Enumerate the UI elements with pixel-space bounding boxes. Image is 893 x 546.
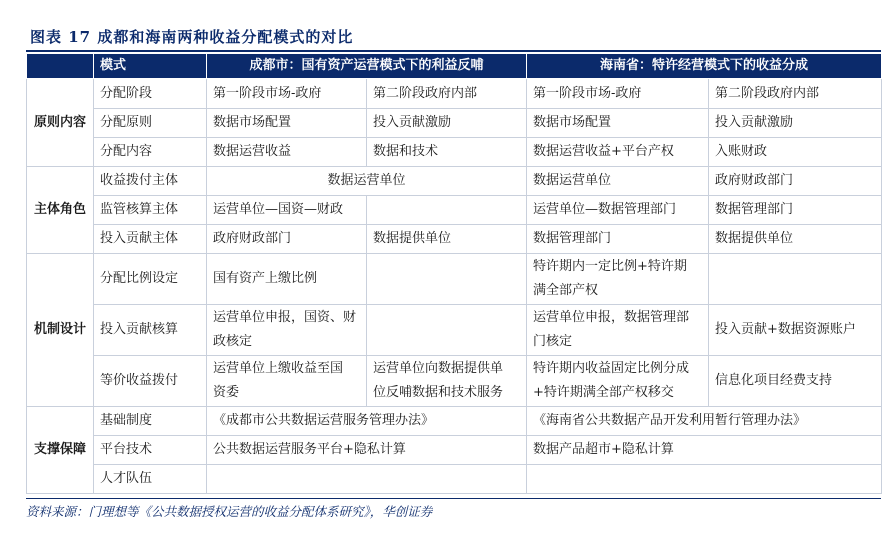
table-cell: 运营单位—国资—财政 — [207, 196, 367, 225]
row-label: 收益拨付主体 — [94, 167, 207, 196]
table-cell: 第二阶段政府内部 — [709, 79, 882, 109]
table-cell: 公共数据运营服务平台+隐私计算 — [207, 436, 527, 465]
table-cell: 数据和技术 — [367, 138, 527, 167]
cell-line: 政核定 — [213, 334, 253, 349]
cell-line: 满全部产权 — [533, 283, 599, 298]
comparison-table — [26, 53, 882, 494]
table-cell — [207, 254, 367, 305]
cell-line: 运营单位申报，数据管理部 — [533, 310, 690, 325]
table-row — [27, 305, 882, 356]
group-label: 支撑保障 — [27, 407, 94, 494]
cell-line: 国有资产上缴比例 — [213, 271, 318, 286]
header-mode: 模式 — [94, 54, 207, 79]
table-cell: 政府财政部门 — [207, 225, 367, 254]
cell-line: 特许期内一定比例+特许期 — [533, 259, 687, 274]
table-cell — [367, 254, 527, 305]
cell-line: 位反哺数据和技术服务 — [373, 385, 504, 400]
table-cell: 数据运营单位 — [527, 167, 709, 196]
table-cell: 数据市场配置 — [207, 109, 367, 138]
group-label: 主体角色 — [27, 167, 94, 254]
table-cell: 数据管理部门 — [527, 225, 709, 254]
cell-line: +特许期满全部产权移交 — [533, 385, 674, 400]
table-row — [27, 167, 882, 196]
group-label: 原则内容 — [27, 79, 94, 167]
row-label: 分配阶段 — [94, 79, 207, 109]
table-cell: 投入贡献+数据资源账户 — [709, 305, 882, 356]
header-chengdu: 成都市：国有资产运营模式下的利益反哺 — [207, 54, 527, 79]
table-row — [27, 79, 882, 109]
row-label: 投入贡献主体 — [94, 225, 207, 254]
table-cell: 第二阶段政府内部 — [367, 79, 527, 109]
cell-line: 运营单位向数据提供单 — [373, 361, 504, 376]
table-row — [27, 254, 882, 305]
table-row — [27, 225, 882, 254]
table-row — [27, 356, 882, 407]
table-row — [27, 138, 882, 167]
table-cell — [527, 254, 709, 305]
table-cell: 数据管理部门 — [709, 196, 882, 225]
row-label: 分配原则 — [94, 109, 207, 138]
table-cell: 运营单位—数据管理部门 — [527, 196, 709, 225]
table-cell: 《海南省公共数据产品开发利用暂行管理办法》 — [527, 407, 882, 436]
table-cell: 第一阶段市场-政府 — [207, 79, 367, 109]
table-cell: 政府财政部门 — [709, 167, 882, 196]
header-hainan: 海南省：特许经营模式下的收益分成 — [527, 54, 882, 79]
table-cell: 数据运营收益+平台产权 — [527, 138, 709, 167]
row-label: 人才队伍 — [94, 465, 207, 494]
title-bar — [26, 24, 881, 52]
row-label: 基础制度 — [94, 407, 207, 436]
table-cell — [367, 305, 527, 356]
row-label: 投入贡献核算 — [94, 305, 207, 356]
cell-line: 运营单位上缴收益至国 — [213, 361, 344, 376]
table-cell: 投入贡献激励 — [367, 109, 527, 138]
group-label: 机制设计 — [27, 254, 94, 407]
table-cell: 数据运营收益 — [207, 138, 367, 167]
table-cell: 入账财政 — [709, 138, 882, 167]
table-cell — [527, 305, 709, 356]
row-label: 分配比例设定 — [94, 254, 207, 305]
table-row — [27, 465, 882, 494]
figure-title: 图表 17 成都和海南两种收益分配模式的对比 — [30, 28, 354, 46]
header-row — [27, 54, 882, 79]
cell-line: 门核定 — [533, 334, 573, 349]
table-cell — [527, 465, 882, 494]
table-cell — [367, 196, 527, 225]
source-note: 资料来源：门理想等《公共数据授权运营的收益分配体系研究》，华创证券 — [26, 498, 881, 520]
table-cell: 数据提供单位 — [709, 225, 882, 254]
table-cell: 《成都市公共数据运营服务管理办法》 — [207, 407, 527, 436]
table-row — [27, 407, 882, 436]
table-cell: 第一阶段市场-政府 — [527, 79, 709, 109]
table-cell: 数据产品超市+隐私计算 — [527, 436, 882, 465]
row-label: 平台技术 — [94, 436, 207, 465]
table-cell — [207, 305, 367, 356]
table-cell: 数据市场配置 — [527, 109, 709, 138]
table-cell: 信息化项目经费支持 — [709, 356, 882, 407]
cell-line: 运营单位申报，国资、财 — [213, 310, 357, 325]
table-cell — [367, 356, 527, 407]
cell-line: 资委 — [213, 385, 240, 400]
table-row — [27, 436, 882, 465]
table-cell — [207, 356, 367, 407]
table-row — [27, 109, 882, 138]
row-label: 分配内容 — [94, 138, 207, 167]
table-cell — [527, 356, 709, 407]
row-label: 等价收益拨付 — [94, 356, 207, 407]
table-cell: 投入贡献激励 — [709, 109, 882, 138]
row-label: 监管核算主体 — [94, 196, 207, 225]
table-cell: 数据提供单位 — [367, 225, 527, 254]
table-row — [27, 196, 882, 225]
table-cell — [207, 465, 527, 494]
table-cell: 数据运营单位 — [207, 167, 527, 196]
table-cell — [709, 254, 882, 305]
header-blank — [27, 54, 94, 79]
cell-line: 特许期内收益固定比例分成 — [533, 361, 690, 376]
